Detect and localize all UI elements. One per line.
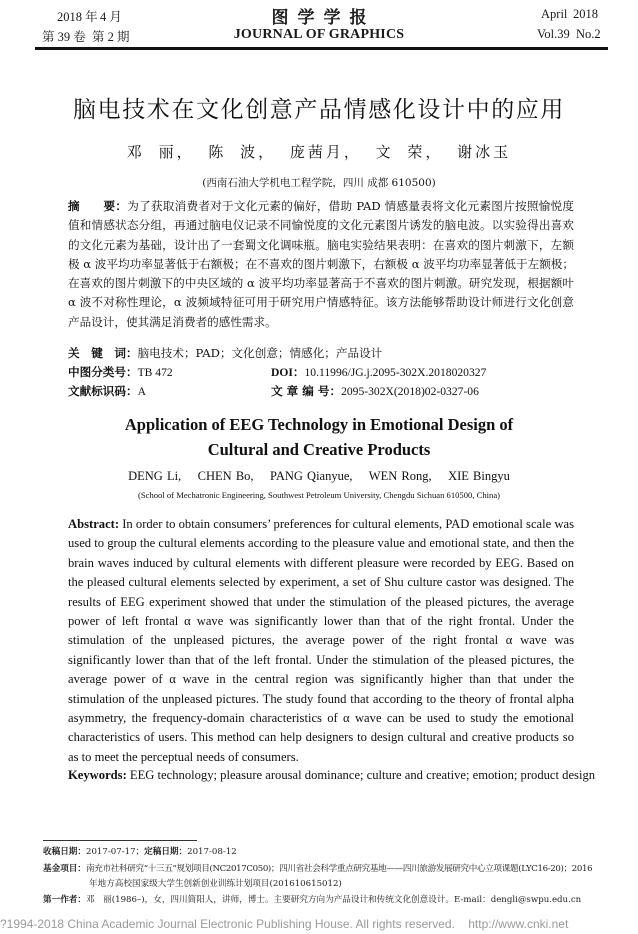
accepted-label: 定稿日期： — [144, 847, 188, 857]
keywords-en-text: EEG technology; pleasure arousal dominance; culture and creative; emotion; product design — [129, 768, 596, 782]
footnote-rule — [43, 840, 197, 841]
fund-line2: 年地方高校国家级大学生创新创业训练计划项目(201610615012) — [89, 879, 342, 889]
journal-title-en: JOURNAL OF GRAPHICS — [233, 27, 405, 42]
affiliation-cn: (西南石油大学机电工程学院，四川 成都 610500) — [202, 177, 436, 189]
clc-number — [68, 364, 173, 380]
abstract-cn-text: 为了获取消费者对于文化元素的偏好，借助 PAD 情感量表将文化元素图片按照愉悦度值和情感状态分组，再通过脑电仪记录不同愉悦度的文化元素图片诱发的脑电波。以实验得出喜欢的文化元素为基础，设计出了一套蜀文化调味瓶。脑电实验结果表明：在喜欢的图片刺激下，左额极 α 波平均功率显著低于右额极；在不喜欢的图片刺激下，右额极 α 波平均功率显著低于左额极；在喜欢的图片刺激下的中央区域的 α 波平均功率显著高于不喜欢的图片刺激。研究发现，根据额叶 α 波不对称性理论，α 波频域特征可用于研究用户情感特征。该方法能够帮助设计师进行文化创意产品设计，使其满足消费者的感性需求。 — [68, 199, 574, 329]
keywords-cn-text: 脑电技术；PAD；文化创意；情感化；产品设计 — [137, 346, 383, 360]
fund-label: 基金项目： — [43, 864, 86, 874]
footnote-fund — [43, 862, 592, 874]
abstract-cn-label: 摘 要： — [68, 199, 128, 213]
copyright-notice: ?1994-2018 China Academic Journal Electronic Publishing House. All rights reserved. http://www.cnki.net — [0, 917, 569, 931]
keywords-cn-label: 关 键 词： — [68, 346, 138, 360]
authors-cn: 邓 丽， 陈 波， 庞茜月， 文 荣， 谢冰玉 — [126, 143, 512, 161]
article-no-value: 2095-302X(2018)02-0327-06 — [341, 385, 479, 398]
first-author-text: 邓 丽(1986–)，女，四川简阳人，讲师，博士。主要研究方向为产品设计和传统文化创意设计。E-mail：dengli@swpu.edu.cn — [85, 895, 582, 905]
affiliation-en: (School of Mechatronic Engineering, Southwest Petroleum University, Chengdu Sichuan 610500, China) — [138, 490, 500, 500]
footnote-author — [43, 893, 581, 905]
doi-label: DOI： — [271, 366, 305, 379]
header-year-cn: 2018 年 — [57, 10, 98, 24]
abstract-en-text: In order to obtain consumers’ preferences for cultural elements, PAD emotional scale was used to group the cultural elements according to the pleasure value and emotional state, and then the brain waves induced by cultural elements with different pleasure were recorded by EEG. Based on the pleased cultural elements selected by experiment, a set of Shu culture castor was designed. The results of EEG experiment showed that under the stimulation of the pleased pictures, the average power of left frontal α wave was significantly lower than that of the right frontal. Under the stimulation of the unpleased pictures, the average power of the right frontal α wave was significantly lower than that of the left frontal. Under the stimulation of the pleased pictures, the average power of α wave in the central region was significantly higher than that under the stimulation of the unpleased pictures. The study found that according to the theory of frontal alpha asymmetry, the frequency-domain characteristics of α wave can be used to study the emotional characteristics of users. This method can help designers to design cultural and creative products so as to meet the perceptual needs of consumers. — [68, 517, 574, 764]
header-month-en: April — [541, 7, 568, 21]
document-code — [68, 383, 146, 399]
doi — [271, 364, 486, 380]
footnote-dates — [43, 845, 237, 857]
header-issue-en: No.2 — [576, 27, 601, 41]
doc-code-label: 文献标识码： — [68, 384, 138, 398]
paper-title-cn: 脑电技术在文化创意产品情感化设计中的应用 — [73, 97, 565, 123]
paper-title-en-line2: Cultural and Creative Products — [207, 440, 431, 459]
authors-en: DENG Li, CHEN Bo, PANG Qianyue, WEN Rong, XIE Bingyu — [128, 469, 510, 483]
doi-link[interactable]: 10.11996/JG.j.2095-302X.2018020327 — [304, 366, 487, 379]
header-rule — [35, 47, 608, 50]
keywords-en — [68, 768, 598, 783]
keywords-cn — [68, 345, 382, 361]
received-label: 收稿日期： — [43, 847, 86, 857]
article-no-label: 文 章 编 号： — [271, 384, 342, 398]
abstract-en — [68, 515, 574, 767]
article-number — [271, 383, 479, 399]
paper-title-en — [0, 412, 638, 462]
abstract-cn — [68, 197, 574, 332]
keywords-en-label: Keywords: — [68, 768, 127, 782]
accepted-value: 2017-08-12 — [187, 847, 237, 857]
journal-title-cn: 图学学报 — [271, 8, 376, 28]
first-author-label: 第一作者： — [43, 895, 86, 905]
header-month-cn: 4 月 — [100, 10, 122, 24]
clc-value: TB 472 — [137, 366, 173, 379]
fund-line1: 南充市社科研究“十三五”规划项目(NC2017C050)；四川省社会科学重点研究基地——四川旅游发展研究中心立项课题(LYC16-20)；2016 — [85, 864, 593, 874]
received-value: 2017-07-17； — [85, 847, 145, 857]
paper-title-en-line1: Application of EEG Technology in Emotional Design of — [124, 415, 514, 434]
header-year-en: 2018 — [573, 7, 598, 21]
doc-code-value: A — [137, 385, 146, 398]
clc-label: 中图分类号： — [68, 365, 138, 379]
header-volume-cn: 第 39 卷 — [42, 30, 86, 44]
header-volume-en: Vol.39 — [537, 27, 570, 41]
abstract-en-label: Abstract: — [68, 517, 120, 531]
header-issue-cn: 第 2 期 — [92, 30, 130, 44]
